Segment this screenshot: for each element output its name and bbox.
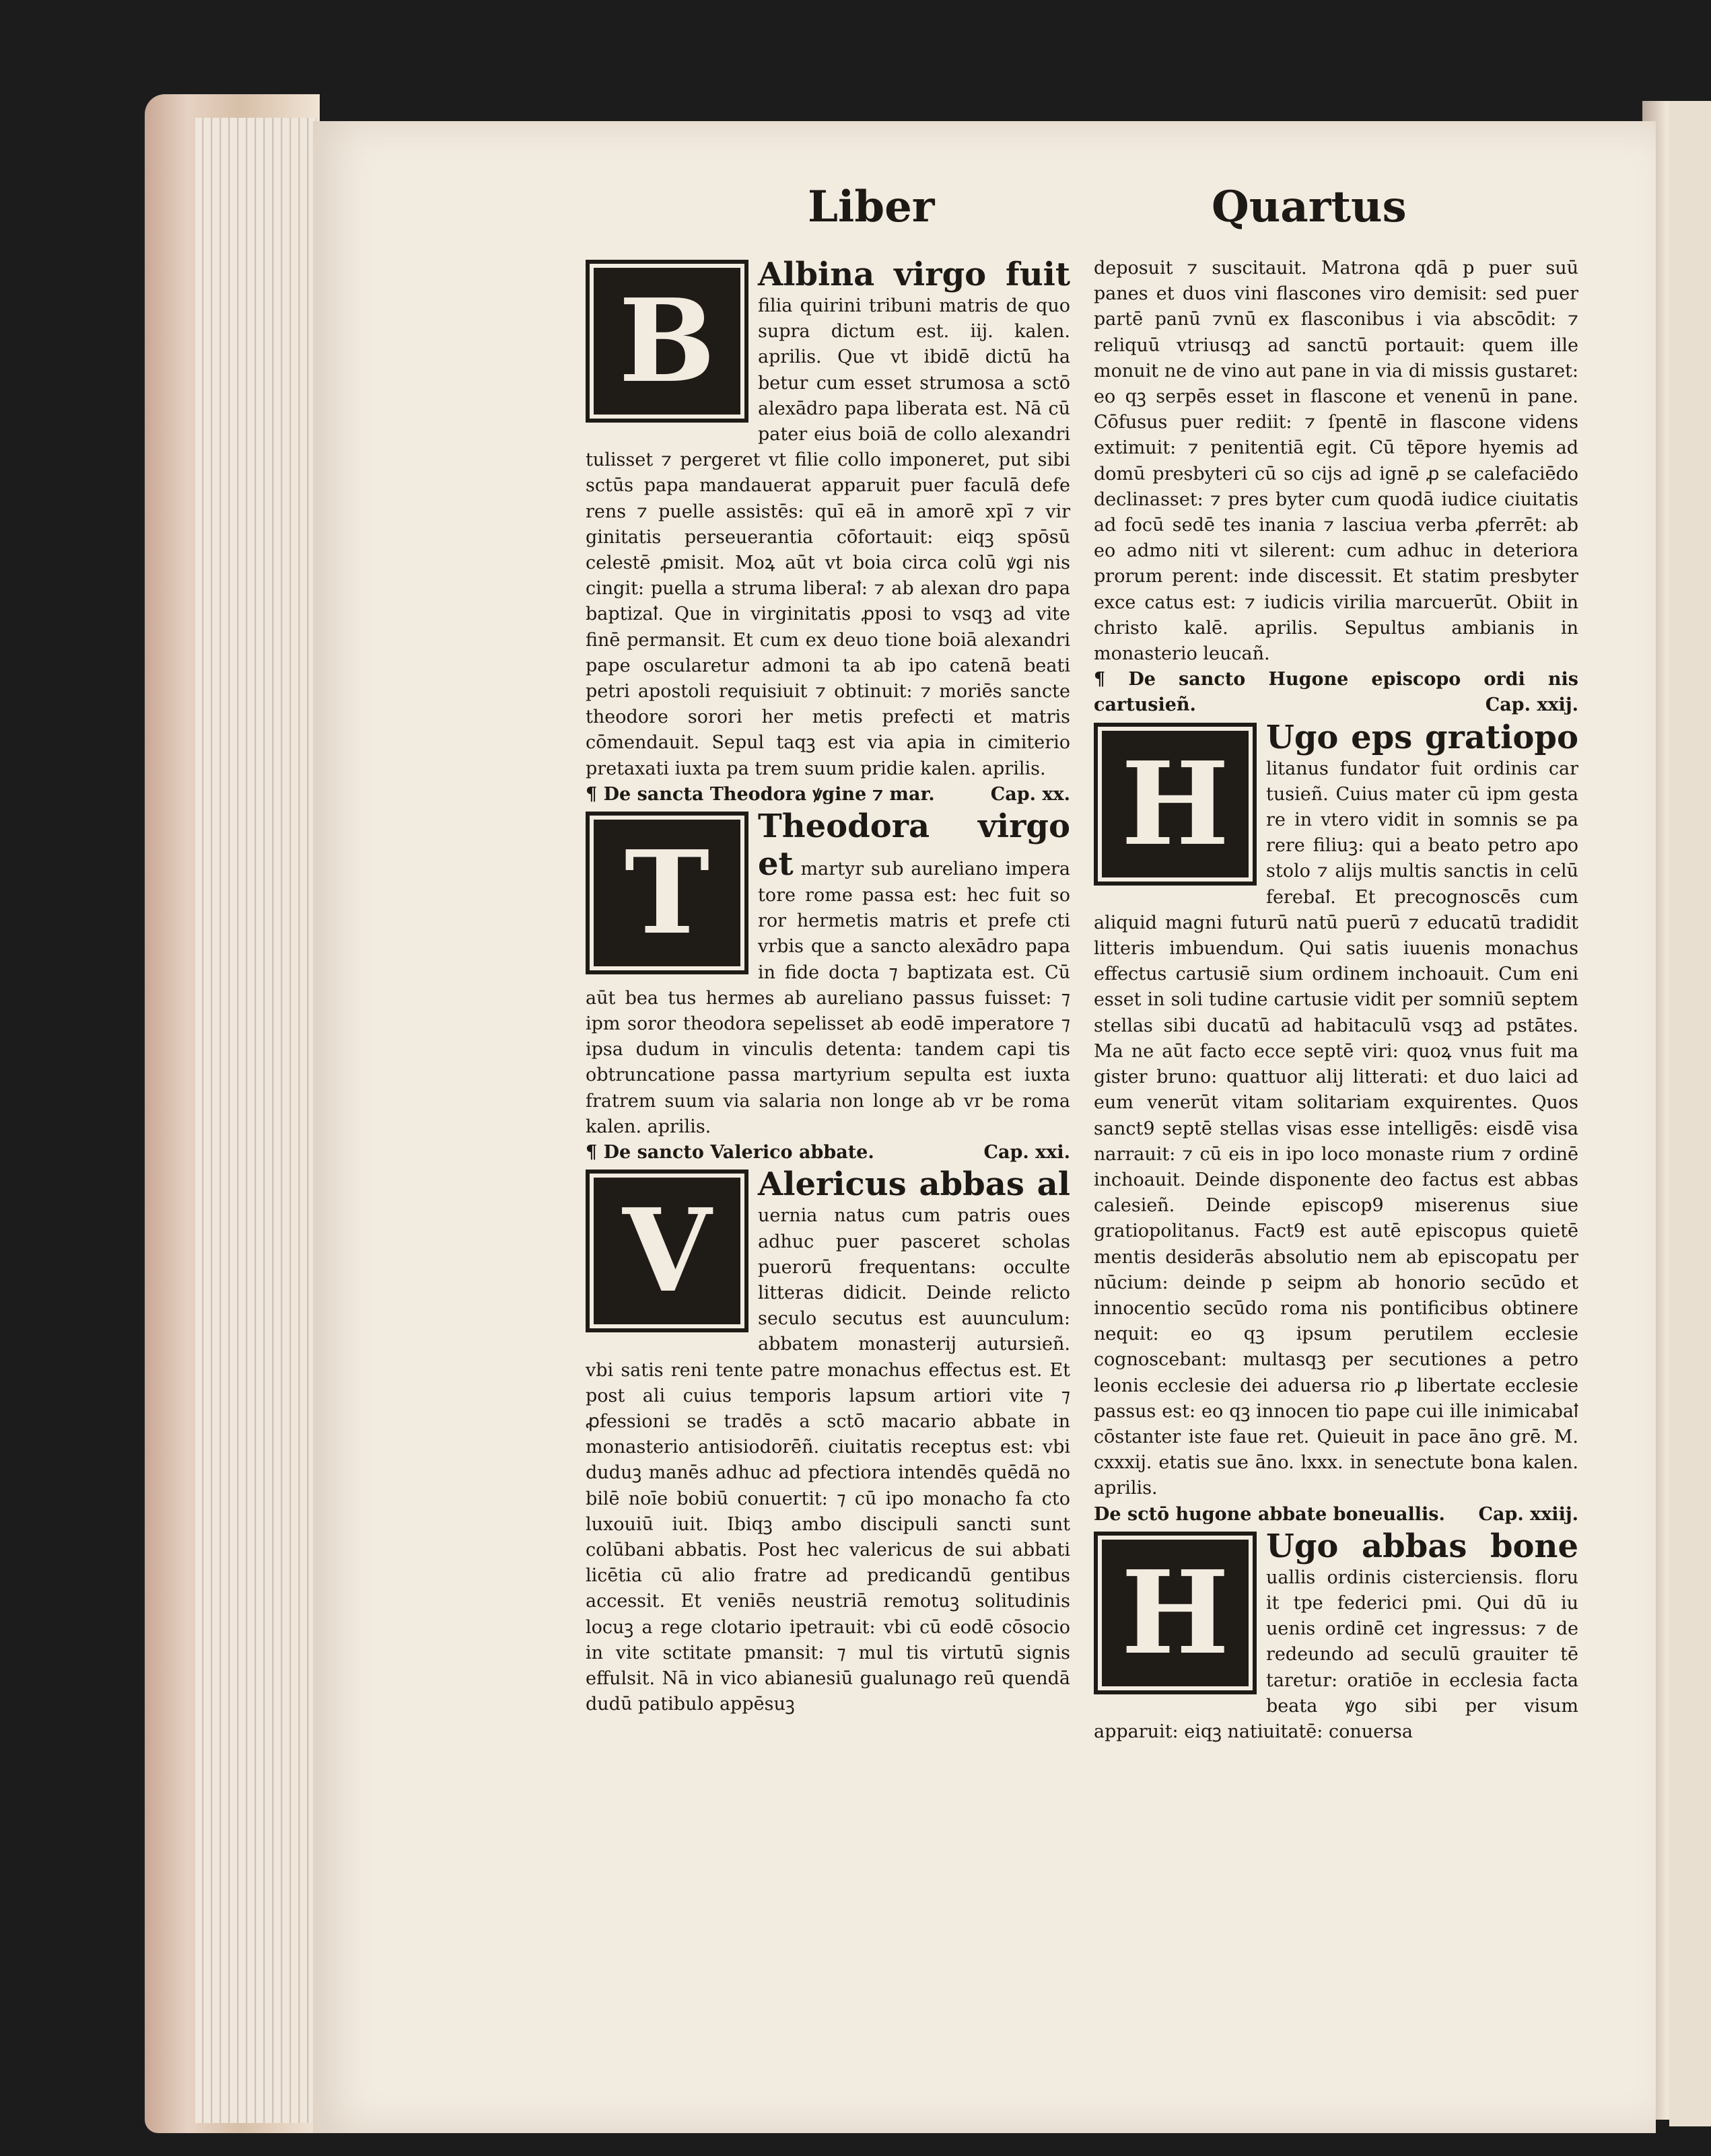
hugone-heading-title: De sctō hugone abbate boneuallis. bbox=[1094, 1503, 1445, 1525]
initial-h2-woodcut: H bbox=[1094, 1532, 1257, 1694]
hugo-heading-title: De sancto Hugone episcopo ordi nis cartusieñ. bbox=[1094, 669, 1578, 716]
header-right: Quartus bbox=[1212, 182, 1407, 232]
paragraph-mark-icon: ¶ bbox=[586, 1142, 598, 1163]
initial-b-woodcut: B bbox=[586, 260, 748, 423]
valerico-section bbox=[586, 1165, 1070, 1717]
theodora-heading-title: De sancta Theodora ꝟgine ⁊ mar. bbox=[603, 783, 935, 805]
paragraph-mark-icon: ¶ bbox=[1094, 669, 1106, 690]
valerico-lead: Alericus abbas al bbox=[758, 1165, 1070, 1204]
hugone-text: uallis ordinis cisterciensis. floru it tpe federici pmi. Qui dū iu uenis ordinē cet ingressus: ⁊ de redeundo ad seculū grauiter tē taretur: oratiōe in ecclesia facta beata ꝟgo sibi per visum apparuit: eiqꝫ natiuitatē: conuersa bbox=[1094, 1567, 1578, 1742]
theodora-lead: Theodora virgo et bbox=[758, 807, 1070, 884]
albina-section bbox=[586, 256, 1070, 782]
page-stack-edges bbox=[195, 118, 316, 2123]
albina-text: filia quirini tribuni matris de quo supra dictum est. iij. kalen. aprilis. Que vt ibidē dictū ha betur cum esset strumosa a sctō alexādro papa liberata est. Nā cū pater eius boiā de collo alexandri tulisset ⁊ pergeret vt filie collo imponeret, put sibi sctūs papa mandauerat apparuit puer faculā defe rens ⁊ puelle assistēs: quī eā in amorē xpī ⁊ vir ginitatis perseuerantia cōfortauit: eiqꝫ spōsū celestē ꝓmisit. Moꝝ aūt vt boia circa colū ꝟgi nis cingit: puella a struma liberaꝉ: ⁊ ab alexan dro papa baptizaꝉ. Que in virginitatis ꝓposi to vsqꝫ ad vite finē permansit. Et cum ex deuo tione boiā alexandri pape oscularetur admoni ta ab ipo catenā beati petri apostoli requisiuit ⁊ obtinuit: ⁊ moriēs sancte theodore sorori her metis prefecti et matris cōmendauit. Sepul taqꝫ est via apia in cimiterio pretaxati iuxta pa trem suum pridie kalen. aprilis. bbox=[586, 295, 1070, 779]
hugone-lead: Ugo abbas bone bbox=[1266, 1527, 1578, 1565]
running-header bbox=[586, 182, 1595, 242]
right-column bbox=[1094, 256, 1578, 1745]
hugo-text: litanus fundator fuit ordinis car tusieñ. Cuius mater cū ipm gesta re in vtero vidit in somnis se pa rere filiuꝫ: qui a beato petro apo stolo ⁊ alijs multis sanctis in celū ferebaꝉ. Et precognoscēs cum aliquid magni futurū natū puerū ⁊ educatū tradidit litteris imbuendum. Qui satis iuuenis monachus effectus cartusiē sium ordinem inchoauit. Cum eni esset in soli tudine cartusie vidit per somniū septem stellas sibi ducatū ad habitaculū vsqꝫ ad pstātes. Ma ne aūt facto ecce septē viri: quoꝝ vnus fuit ma gister bruno: quattuor alij litterati: et duo laici ad eum venerūt vitam solitariam exquirentes. Quos sanct9 septē stellas visas esse intelligēs: eisdē visa narrauit: ⁊ cū eis in ipo loco monaste rium ⁊ ordinē inchoauit. Deinde disponente deo factus est abbas calesieñ. Deinde episcop9 miserenus siue gratiopolitanus. Fact9 est autē episcopus quietē mentis desiderās absolutio nem ab episcopatu per nūcium: deinde p seipm ab honorio secūdo et innocentio secūdo roma nis pontificibus obtinere nequit: eo qꝫ ipsum perutilem ecclesie cognoscebant: multasqꝫ per secutiones a petro leonis ecclesie dei aduersa rio ꝓ libertate ecclesie passus est: eo qꝫ innocen tio pape cui ille inimicabaꝉ cōstanter iste faue ret. Quieuit in pace āno grē. M. cxxxij. etatis sue āno. lxxx. in senectute bona kalen. aprilis. bbox=[1094, 758, 1578, 1499]
valerico-heading bbox=[586, 1140, 1070, 1165]
facing-page-edge bbox=[1669, 101, 1711, 2126]
hugone-heading bbox=[1094, 1502, 1578, 1528]
initial-h-woodcut: H bbox=[1094, 723, 1257, 886]
theodora-section bbox=[586, 807, 1070, 1140]
page-content bbox=[586, 182, 1595, 1985]
header-left: Liber bbox=[808, 182, 935, 232]
paragraph-mark-icon: ¶ bbox=[586, 783, 598, 805]
hugo-heading bbox=[1094, 667, 1578, 718]
hugone-chapter-no: Cap. xxiij. bbox=[1478, 1503, 1578, 1525]
hugo-section bbox=[1094, 719, 1578, 1502]
initial-t-woodcut: T bbox=[586, 812, 748, 974]
theodora-chapter-no: Cap. xx. bbox=[990, 783, 1070, 805]
valerico-chapter-no: Cap. xxi. bbox=[983, 1142, 1070, 1163]
valerico-text: uernia natus cum patris oues adhuc puer pasceret scholas puerorū frequentans: occulte litteras didicit. Deinde relicto seculo secutus est auunculum: abbatem monasterij autursieñ. vbi satis reni tente patre monachus effectus est. Et post ali cuius temporis lapsum artiori vite ⁊ ꝓfessioni se tradēs a sctō macario abbate in monasterio antisiodorēñ. ciuitatis receptus est: vbi duduꝫ manēs adhuc ad pfectiora intendēs quēdā no bilē noīe bobiū conuertit: ⁊ cū ipo monacho fa cto luxouiū iuit. Ibiqꝫ ambo discipuli sancti sunt colūbani abbatis. Post hec valericus de sui abbati licētia cū alio fratre ad predicandū gentibus accessit. Et veniēs neustriā remotuꝫ solitudinis locuꝫ a rege clotario ipetrauit: vbi cū eodē cōsocio in vite sctitate pmansit: ⁊ mul tis virtutū signis effulsit. Nā in vico abianesiū gualunago reū quendā dudū patibulo appēsuꝫ bbox=[586, 1205, 1070, 1715]
left-column bbox=[586, 256, 1070, 1717]
hugo-lead: Ugo eps gratiopo bbox=[1266, 718, 1578, 756]
hugone-section bbox=[1094, 1528, 1578, 1745]
initial-v-woodcut: V bbox=[586, 1170, 748, 1332]
theodora-heading bbox=[586, 782, 1070, 807]
theodora-text: martyr sub aureliano impera tore rome passa est: hec fuit so ror hermetis matris et prefe cti vrbis que a sancto alexādro papa in fide docta ⁊ baptizata est. Cū aūt bea tus hermes ab aureliano passus fuisset: ⁊ ipm soror theodora sepelisset ab eodē imperatore ⁊ ipsa dudum in vinculis detenta: tandem capi tis obtruncatione passa martyrium sepulta est iuxta fratrem suum via salaria non longe ab vr be roma kalen. aprilis. bbox=[586, 859, 1070, 1137]
hugo-chapter-no: Cap. xxij. bbox=[1485, 694, 1578, 716]
albina-lead: Albina virgo fuit bbox=[758, 256, 1070, 293]
valerico-continuation: deposuit ⁊ suscitauit. Matrona qdā p puer suū panes et duos vini flascones viro demisit: sed puer partē panū ⁊vnū ex flasconibus i via abscōdit: ⁊ reliquū vtriusqꝫ ad sanctū portauit: quem ille monuit ne de vino aut pane in via di missis gustaret: eo qꝫ serpēs esset in flascone et venenū in pane. Cōfusus puer rediit: ⁊ ſpentē in flascone videns extimuit: ⁊ penitentiā egit. Cū tēpore hyemis ad domū presbyteri cū so cijs ad ignē ꝓ se calefaciēdo declinasset: ⁊ pres byter cum quodā iudice ciuitatis ad focū sedē tes inania ⁊ lasciua verba ꝓferrēt: ab eo admo niti vt silerent: cum adhuc in deteriora prorum perent: inde discessit. Et statim presbyter exce catus est: ⁊ iudicis virilia marcuerūt. Obiit in christo kalē. aprilis. Sepultus ambianis in monasterio leucañ. bbox=[1094, 258, 1578, 665]
valerico-heading-title: De sancto Valerico abbate. bbox=[603, 1142, 874, 1163]
